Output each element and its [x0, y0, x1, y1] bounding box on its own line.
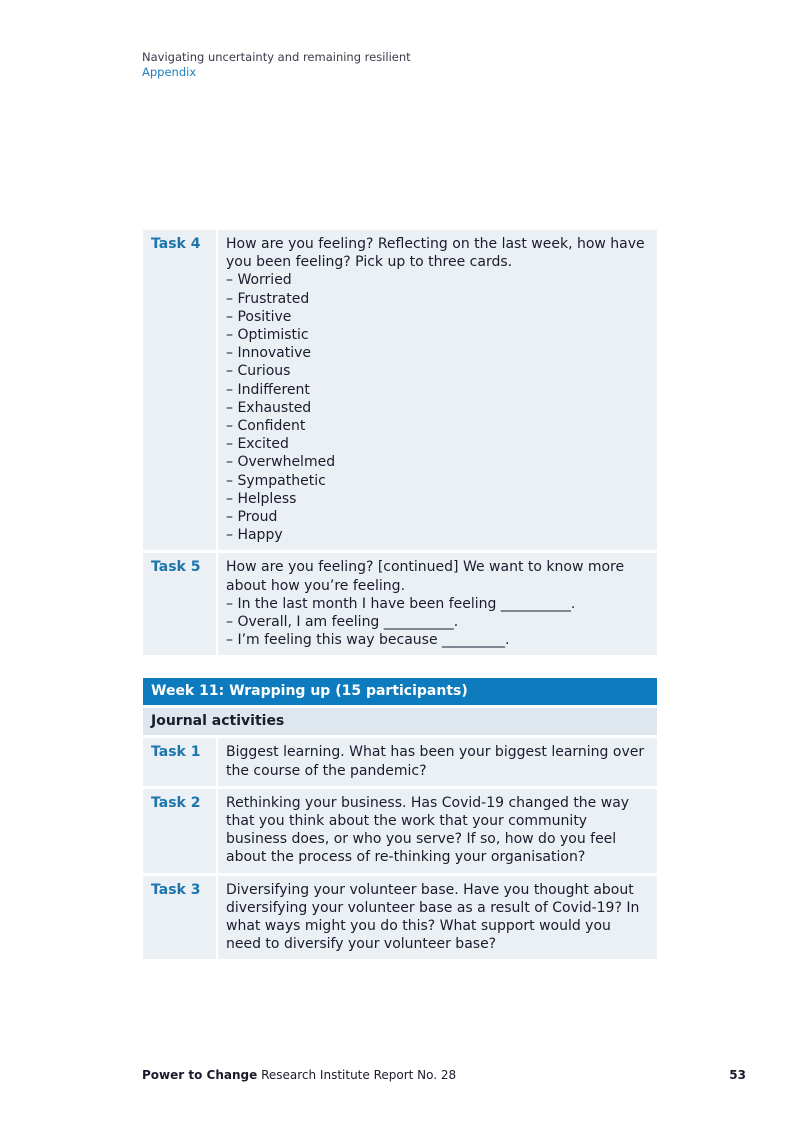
- list-item: – Proud: [226, 509, 278, 526]
- task-intro: How are you feeling? Reflecting on the last week, how have you been feeling? Pick up to three cards.: [226, 236, 645, 271]
- list-item: – Frustrated: [226, 290, 310, 307]
- list-item: – I’m feeling this way because _________.: [226, 632, 510, 649]
- list-item: – Worried: [226, 272, 292, 289]
- list-item: – Curious: [226, 363, 291, 380]
- list-item: – Excited: [226, 436, 289, 453]
- list-item: – Innovative: [226, 345, 312, 362]
- list-item: – In the last month I have been feeling __________.: [226, 595, 576, 612]
- page-number: 53: [729, 1068, 746, 1082]
- task-content: [218, 553, 657, 658]
- list-item: – Exhausted: [226, 399, 312, 416]
- list-item: – Confident: [226, 418, 306, 435]
- list-item: – Optimistic: [226, 327, 309, 344]
- task-label: Task 1: [143, 738, 218, 788]
- week-heading: Week 11: Wrapping up (15 participants): [143, 678, 657, 708]
- table-row: [143, 553, 657, 658]
- task-content: Diversifying your volunteer base. Have you thought about diversifying your volunteer base as a result of Covid-19? In what ways might you do this? What support would you need to diversify your volunteer base?: [218, 876, 657, 963]
- task-content: Biggest learning. What has been your biggest learning over the course of the pandemic?: [218, 738, 657, 788]
- table-subheading-row: [143, 708, 657, 738]
- list-item: – Positive: [226, 308, 292, 325]
- page-header: [142, 50, 411, 80]
- task-table-week10: [143, 230, 657, 658]
- task-label: Task 4: [143, 230, 218, 553]
- task-content: [218, 230, 657, 553]
- list-item: – Sympathetic: [226, 472, 326, 489]
- table-row: [143, 738, 657, 788]
- table-row: [143, 876, 657, 963]
- list-item: – Overall, I am feeling __________.: [226, 614, 459, 631]
- table-row: [143, 230, 657, 553]
- list-item: – Overwhelmed: [226, 454, 336, 471]
- task-label: Task 5: [143, 553, 218, 658]
- list-item: – Indifferent: [226, 381, 310, 398]
- footer-report: Research Institute Report No. 28: [257, 1068, 457, 1082]
- list-item: – Helpless: [226, 490, 297, 507]
- task-label: Task 2: [143, 789, 218, 876]
- list-item: – Happy: [226, 527, 283, 544]
- table-row: [143, 789, 657, 876]
- task-label: Task 3: [143, 876, 218, 963]
- task-table-week11: [143, 678, 657, 962]
- page-footer: [142, 1068, 456, 1082]
- journal-subheading: Journal activities: [143, 708, 657, 738]
- section-name: Appendix: [142, 65, 197, 79]
- document-title: Navigating uncertainty and remaining resilient: [142, 50, 411, 64]
- task-intro: How are you feeling? [continued] We want to know more about how you’re feeling.: [226, 559, 625, 594]
- task-content: Rethinking your business. Has Covid-19 changed the way that you think about the work that your community business does, or who you serve? If so, how do you feel about the process of re-thinking your organisation?: [218, 789, 657, 876]
- footer-org: Power to Change: [142, 1068, 258, 1082]
- table-heading-row: [143, 678, 657, 708]
